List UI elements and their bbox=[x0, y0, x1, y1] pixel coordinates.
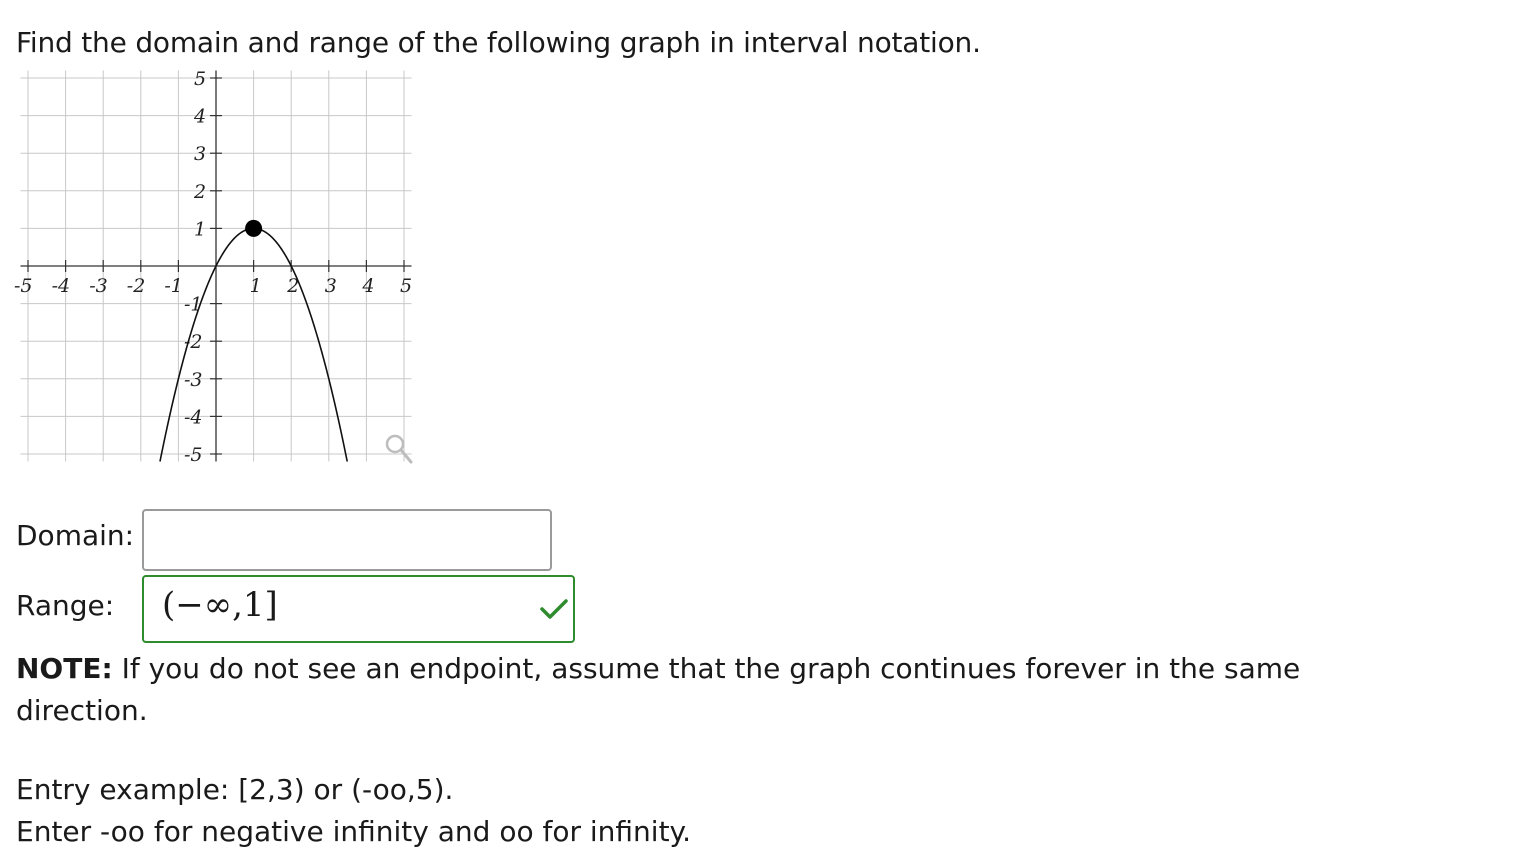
y-tick-label: -2 bbox=[184, 331, 203, 354]
graph-canvas[interactable] bbox=[0, 60, 430, 480]
y-tick-label: 5 bbox=[194, 68, 207, 90]
y-tick-label: 1 bbox=[194, 218, 207, 241]
y-tick-label: -3 bbox=[184, 368, 203, 391]
question-text: Find the domain and range of the following graph in interval notation. bbox=[16, 26, 981, 59]
x-tick-label: 3 bbox=[324, 275, 337, 297]
x-tick-label: -5 bbox=[14, 275, 33, 297]
y-tick-label: -4 bbox=[184, 406, 203, 429]
domain-input[interactable] bbox=[142, 509, 552, 571]
infinity-hint: Enter -oo for negative infinity and oo for infinity. bbox=[16, 815, 692, 848]
graph[interactable] bbox=[0, 60, 430, 480]
y-tick-label: -5 bbox=[184, 444, 203, 466]
x-tick-label: 2 bbox=[287, 275, 300, 297]
x-tick-label: -4 bbox=[51, 275, 71, 297]
endpoint-dot bbox=[245, 220, 262, 237]
range-label: Range: bbox=[16, 589, 115, 622]
checkmark-icon bbox=[539, 597, 569, 621]
x-tick-label: 4 bbox=[362, 275, 375, 297]
range-input[interactable] bbox=[142, 575, 575, 643]
range-value: (−∞,1] bbox=[162, 585, 278, 625]
note-text bbox=[16, 648, 1306, 732]
x-tick-label: -1 bbox=[164, 275, 183, 297]
y-tick-label: 2 bbox=[194, 180, 207, 203]
domain-label: Domain: bbox=[16, 519, 135, 552]
x-tick-label: 5 bbox=[400, 275, 413, 297]
y-tick-label: 3 bbox=[194, 143, 207, 166]
note-body: If you do not see an endpoint, assume that the graph continues forever in the same direction. bbox=[16, 652, 1301, 727]
magnifier-icon[interactable] bbox=[387, 436, 411, 462]
note-bold: NOTE: bbox=[16, 652, 113, 685]
y-tick-label: 4 bbox=[194, 105, 207, 128]
x-tick-label: 1 bbox=[249, 275, 262, 297]
x-tick-label: -3 bbox=[89, 275, 108, 297]
y-tick-label: -1 bbox=[184, 293, 203, 316]
x-tick-label: -2 bbox=[126, 275, 146, 297]
entry-example: Entry example: [2,3) or (-oo,5). bbox=[16, 773, 454, 806]
